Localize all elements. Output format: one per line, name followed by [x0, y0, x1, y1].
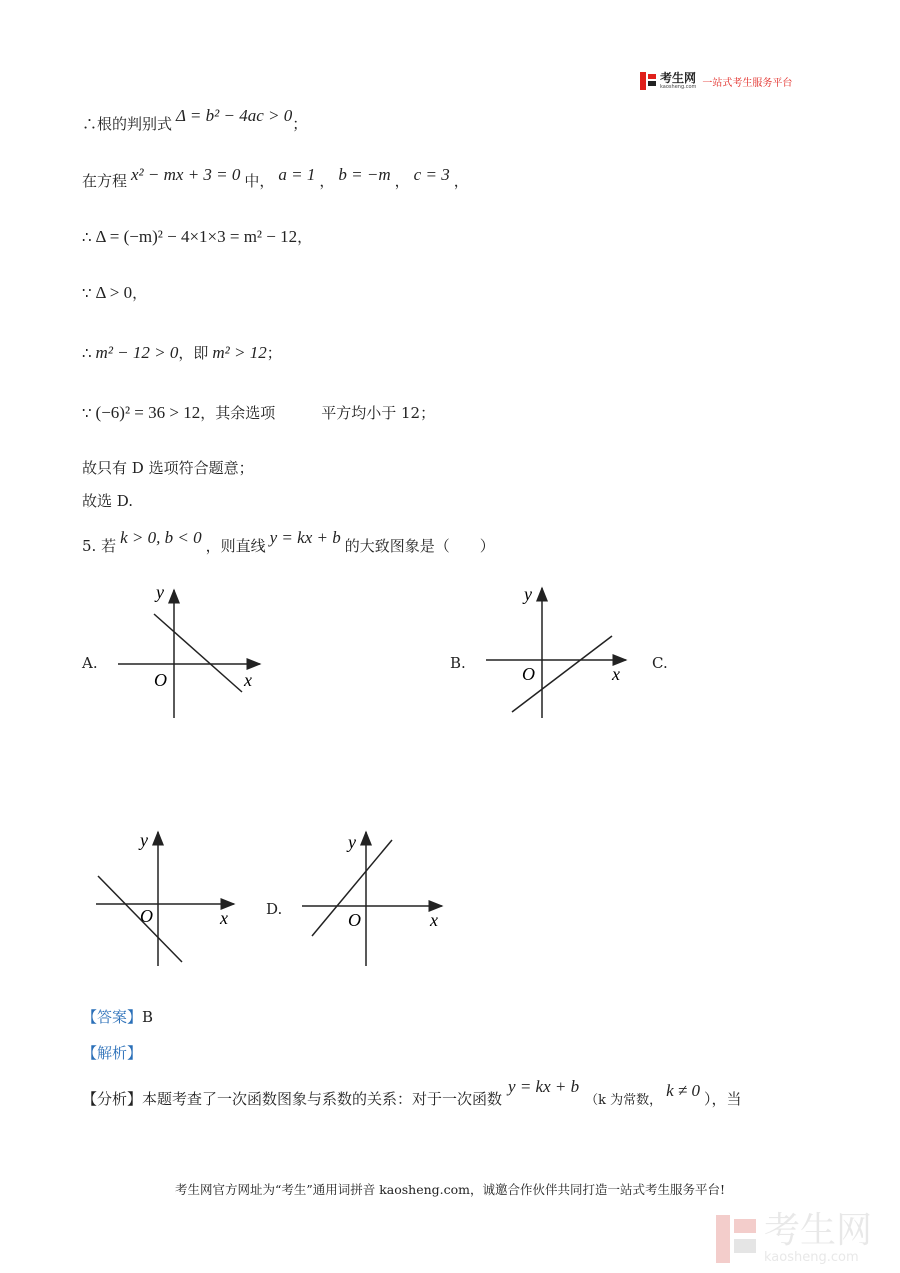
line-choose-d: 故选 D.: [82, 492, 134, 510]
line-discriminant: [82, 106, 308, 134]
analysis-tag: 【解析】: [82, 1044, 143, 1062]
fenxi-end: ），当: [704, 1090, 742, 1108]
line-end: ，: [297, 228, 313, 246]
watermark-logo-icon: [716, 1215, 756, 1263]
line-prefix: 在方程: [82, 172, 128, 190]
answer-line: [82, 1006, 153, 1027]
math-equation: x² − mx + 3 = 0: [131, 165, 241, 184]
fenxi-text: 本题考查了一次函数图象与系数的关系：对于一次函数: [142, 1090, 503, 1108]
origin-label: O: [522, 664, 535, 684]
because-symbol: ∵: [82, 284, 92, 302]
coef-c: c = 3: [413, 165, 450, 184]
line-equation-coefficients: [82, 165, 469, 191]
logo-domain: kaosheng.com: [660, 84, 697, 90]
origin-label: O: [140, 906, 153, 926]
option-d-label: D.: [266, 900, 283, 918]
question-equation: y = kx + b: [269, 528, 341, 547]
math-expression: Δ > 0: [95, 283, 133, 302]
line-end: ，: [132, 284, 148, 302]
line-text: 中，: [244, 172, 275, 190]
answer-value: B: [142, 1008, 154, 1026]
y-label: y: [524, 584, 532, 604]
question-text: ，则直线: [205, 537, 266, 555]
math-expression: m² > 12: [212, 343, 267, 362]
line-delta-positive: [82, 282, 147, 303]
line-only-d: 故只有 D 选项符合题意；: [82, 459, 254, 477]
x-label: x: [612, 664, 620, 684]
fenxi-tag: 【分析】: [82, 1090, 143, 1108]
origin-label: O: [348, 910, 361, 930]
fenxi-paren: （k 为常数，: [585, 1093, 663, 1108]
option-d-graph: [298, 826, 458, 971]
line-delta-calc: [82, 226, 312, 247]
y-label: y: [156, 582, 164, 602]
math-expression: (−6)² = 36 > 12: [95, 403, 201, 422]
x-label: x: [244, 670, 252, 690]
math-expression: m² − 12 > 0: [95, 343, 179, 362]
line-m-squared: [82, 342, 282, 363]
option-a-graph: [112, 580, 272, 725]
option-b-graph: [480, 578, 640, 723]
y-label: y: [140, 830, 148, 850]
logo-name: 考生网: [660, 71, 697, 85]
fenxi-condition: k ≠ 0: [666, 1081, 701, 1100]
answer-tag: 【答案】: [82, 1008, 143, 1026]
question-number: 5.: [82, 537, 97, 555]
x-label: x: [220, 908, 228, 928]
question-text: 的大致图象是（ ）: [344, 537, 495, 555]
watermark-url: kaosheng.com: [764, 1250, 859, 1265]
y-label: y: [348, 832, 356, 852]
line-end: ；: [266, 344, 282, 362]
coef-a: a = 1: [278, 165, 316, 184]
line-suffix: ；: [292, 115, 308, 133]
watermark-logo: [716, 1212, 872, 1265]
math-expression: Δ = (−m)² − 4×1×3 = m² − 12: [95, 227, 298, 246]
option-c-label: C.: [652, 654, 668, 672]
line-prefix: ∴根的判别式: [82, 115, 173, 133]
logo-text: [660, 72, 696, 90]
separator: ，: [319, 172, 335, 190]
kaosheng-logo-icon: [640, 72, 656, 90]
because-symbol: ∵: [82, 404, 92, 422]
graph-line: [154, 614, 242, 692]
therefore-symbol: ∴: [82, 344, 92, 362]
math-expression: Δ = b² − 4ac > 0: [176, 106, 293, 125]
watermark-name: 考生网: [764, 1210, 873, 1251]
fenxi-line: [82, 1077, 742, 1109]
line-text: 平方均小于 12；: [321, 404, 436, 422]
line-end: ，: [453, 172, 469, 190]
separator: ，: [394, 172, 410, 190]
question-5: [82, 528, 495, 556]
line-text: ，其余选项: [200, 404, 276, 422]
option-a-label: A.: [82, 654, 98, 672]
line-option-check: [82, 402, 435, 423]
question-text: 若: [101, 537, 117, 555]
coef-b: b = −m: [338, 165, 391, 184]
option-c-graph: [90, 826, 250, 971]
therefore-symbol: ∴: [82, 228, 92, 246]
x-label: x: [430, 910, 438, 930]
origin-label: O: [154, 670, 167, 690]
question-condition: k > 0, b < 0: [120, 528, 202, 547]
logo-slogan: 一站式考生服务平台: [702, 77, 793, 89]
header-logo: [640, 72, 792, 90]
fenxi-equation: y = kx + b: [508, 1077, 580, 1096]
page-footer: 考生网官方网址为“考生”通用词拼音 kaosheng.com，诚邀合作伙伴共同打造一站式考生服务平台!: [174, 1182, 726, 1197]
option-b-label: B.: [450, 654, 466, 672]
line-text: ，即: [178, 344, 209, 362]
